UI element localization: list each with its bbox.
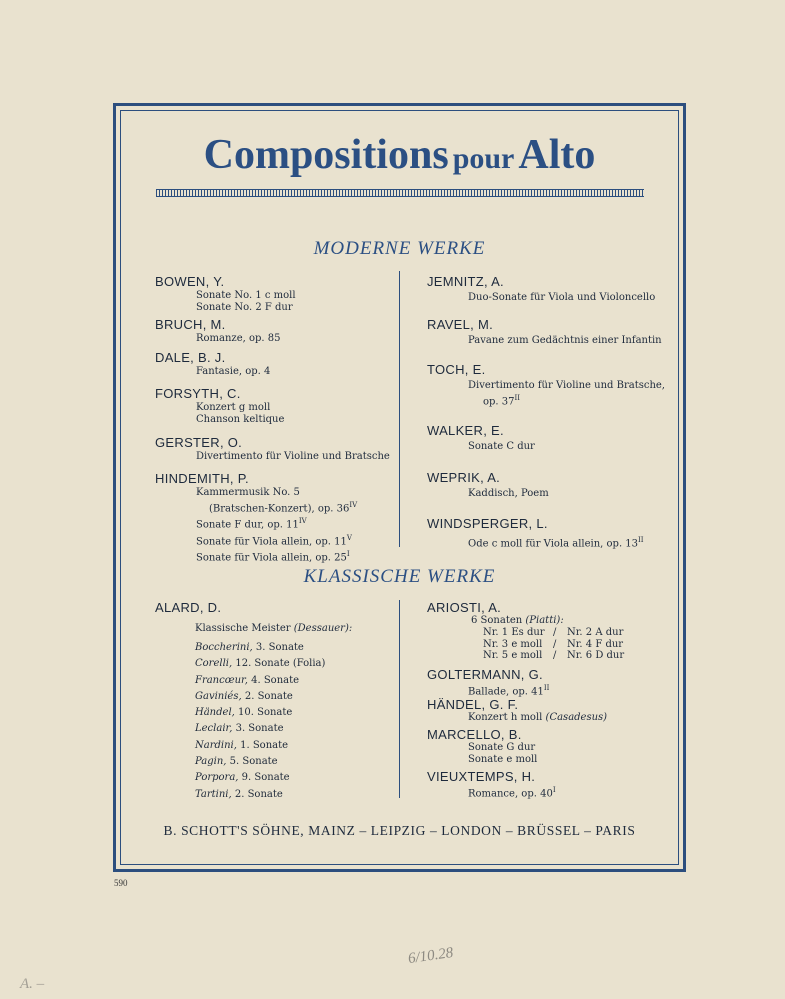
title-pour: pour [452,142,515,175]
title-alto: Alto [518,132,596,178]
work-item: Kammermusik No. 5 [196,487,300,498]
composer-name: VIEUXTEMPS, H. [427,769,536,784]
work-item: Fantasie, op. 4 [196,366,271,377]
entry-windsperger [427,516,644,550]
sonata-item: Corelli, 12. Sonate (Folia) [195,658,326,670]
composer-name: WINDSPERGER, L. [427,516,548,531]
pencil-mark: A. – [20,976,45,992]
sonata-item: Porpora, 9. Sonate [195,772,290,784]
ariosti-row: Nr. 1 Es dur / Nr. 2 A dur [483,627,624,638]
work-item: Romanze, op. 85 [196,333,281,344]
alard-series: Klassische Meister (Dessauer): [195,623,353,634]
composer-name: MARCELLO, B. [427,727,522,742]
sonata-item: Tartini, 2. Sonate [195,788,283,800]
work-item: Sonate G dur [468,742,536,753]
composer-name: HINDEMITH, P. [155,471,249,486]
work-item: Sonate F dur, op. $11^{IV}$ [196,517,307,531]
alard-sonata-list [155,640,352,803]
entry-weprik [427,470,549,500]
entry-ravel [427,317,662,347]
pencil-annotation: 6/10.28 [407,944,455,968]
composer-name: ALARD, D. [155,600,222,615]
work-item: Ode c moll für Viola allein, op. $13^{II}$ [468,536,644,550]
entry-goltermann [427,667,549,698]
work-item: Pavane zum Gedächtnis einer Infantin [468,335,662,346]
klassische-heading: KLASSISCHE WERKE [303,566,496,587]
title-ornament-rule [156,189,644,197]
page-number: 590 [114,878,128,888]
work-item: (Bratschen-Konzert), op. $36^{IV}$ [209,501,358,515]
moderne-heading: MODERNE WERKE [313,238,486,259]
entry-toch [427,362,665,408]
entry-jemnitz [427,274,655,304]
work-item: Duo-Sonate für Viola und Violoncello [468,292,656,303]
composer-name: WEPRIK, A. [427,470,501,485]
entry-bowen [155,274,296,314]
sonata-item: Pagin, 5. Sonate [195,756,278,768]
work-item: Sonate C dur [468,441,535,452]
work-item: Chanson keltique [196,414,285,425]
entry-marcello [427,727,537,766]
work-item: Romance, op. $40^I$ [468,786,556,800]
work-item: op. $37^{II}$ [483,394,521,408]
sonata-item: Leclair, 3. Sonate [195,723,284,735]
entry-dale [155,350,270,378]
work-item: Divertimento für Violine und Bratsche [196,451,390,462]
work-item: Sonate für Viola allein, op. $11^V$ [196,533,352,547]
moderne-divider [399,271,400,547]
sonata-item: Gaviniés, 2. Sonate [195,690,293,702]
work-item: Sonate No. 2 F dur [196,302,293,313]
entry-handel [427,697,607,724]
work-item: Sonate No. 1 c moll [196,290,296,301]
entry-forsyth [155,386,284,426]
entry-bruch [155,317,280,345]
work-item: Sonate e moll [468,754,538,765]
publisher-line: B. SCHOTT'S SÖHNE, MAINZ – LEIPZIG – LONDON – BRÜSSEL – PARIS [163,823,636,838]
ariosti-row: Nr. 3 e moll / Nr. 4 F dur [483,638,624,650]
page-title [120,131,679,179]
title-main: Compositions [203,132,449,178]
work-item: Konzert g moll [196,402,271,413]
entry-alard [155,600,352,803]
composer-name: GERSTER, O. [155,435,243,450]
composer-name: JEMNITZ, A. [427,274,504,289]
ariosti-row: Nr. 5 e moll / Nr. 6 D dur [483,650,625,661]
composer-name: FORSYTH, C. [155,386,241,401]
composer-name: DALE, B. J. [155,350,226,365]
entry-hindemith [155,471,357,564]
sonata-item: Nardini, 1. Sonate [195,739,289,751]
klassische-divider [399,600,400,798]
ariosti-sonata-grid [427,627,624,662]
composer-name: TOCH, E. [427,362,486,377]
composer-name: BOWEN, Y. [155,274,225,289]
composer-name: WALKER, E. [427,423,504,438]
composer-name: HÄNDEL, G. F. [427,697,519,712]
work-item: Divertimento für Violine und Bratsche, [468,380,665,391]
ariosti-label: 6 Sonaten (Piatti): [471,615,564,626]
work-item: Kaddisch, Poem [468,488,549,499]
composer-name: ARIOSTI, A. [427,600,502,615]
work-item: Ballade, op. $41^{II}$ [468,684,550,698]
entry-ariosti [427,600,624,662]
sonata-item: Händel, 10. Sonate [195,707,293,719]
entry-vieuxtemps [427,769,556,800]
entry-walker [427,423,535,453]
sonata-item: Francœur, 4. Sonate [195,674,300,686]
work-item: Konzert h moll (Casadesus) [468,712,608,723]
entry-gerster [155,435,390,463]
composer-name: RAVEL, M. [427,317,494,332]
composer-name: BRUCH, M. [155,317,226,332]
sonata-item: Boccherini, 3. Sonate [195,642,304,653]
composer-name: GOLTERMANN, G. [427,667,543,682]
work-item: Sonate für Viola allein, op. $25^I$ [196,549,350,564]
